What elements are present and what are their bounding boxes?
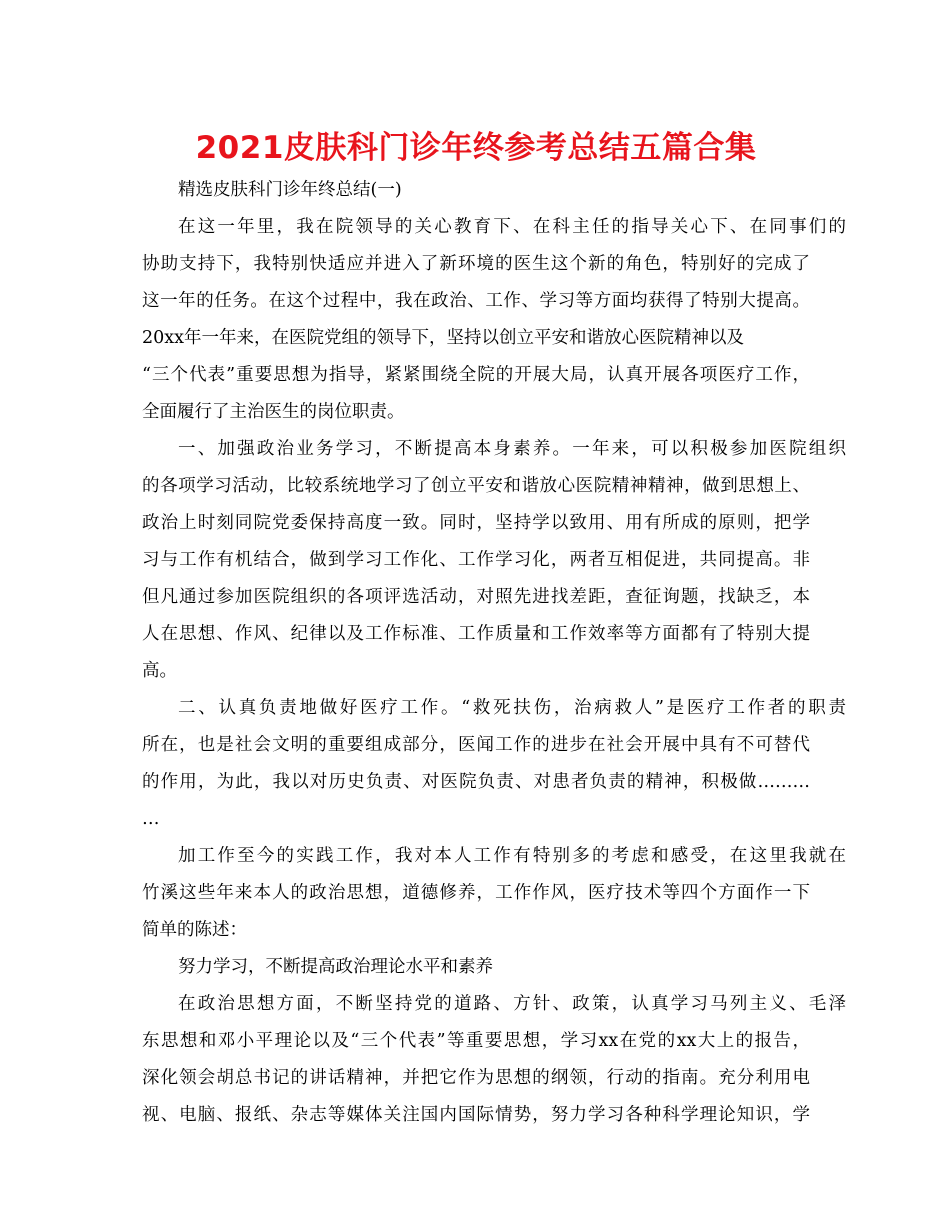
paragraph-line: 视、电脑、报纸、杂志等媒体关注国内国际情势，努力学习各种科学理论知识，学 [142, 1105, 810, 1125]
document-title: 2021皮肤科门诊年终参考总结五篇合集 [195, 130, 757, 166]
paragraph-line: 竹溪这些年来本人的政治思想，道德修养，工作作风，医疗技术等四个方面作一下 [142, 883, 810, 903]
paragraph-line: 在政治思想方面，不断坚持党的道路、方针、政策，认真学习马列主义、毛泽 [178, 994, 846, 1014]
paragraph-line: 习与工作有机结合，做到学习工作化、工作学习化，两者互相促进，共同提高。非 [142, 550, 810, 570]
paragraph-line: 东思想和邓小平理论以及“三个代表”等重要思想，学习xx在党的xx大上的报告， [142, 1031, 810, 1051]
paragraph-line: 但凡通过参加医院组织的各项评选活动，对照先进找差距，查征询题，找缺乏，本 [142, 587, 810, 607]
paragraph-line: 深化领会胡总书记的讲话精神，并把它作为思想的纲领，行动的指南。充分利用电 [142, 1068, 810, 1088]
paragraph-line: 的作用，为此，我以对历史负责、对医院负责、对患者负责的精神，积极做……… [142, 772, 810, 792]
paragraph-line: “三个代表”重要思想为指导，紧紧围绕全院的开展大局，认真开展各项医疗工作， [142, 365, 810, 385]
paragraph-line: … [142, 809, 160, 829]
paragraph-line: 20xx年一年来，在医院党组的领导下，坚持以创立平安和谐放心医院精神以及 [142, 328, 745, 348]
paragraph-line: 加工作至今的实践工作，我对本人工作有特别多的考虑和感受，在这里我就在 [178, 846, 846, 866]
section-heading-1: 精选皮肤科门诊年终总结(一) [178, 180, 402, 200]
section-heading-2: 努力学习，不断提高政治理论水平和素养 [178, 957, 493, 977]
paragraph-line: 全面履行了主治医生的岗位职责。 [142, 402, 405, 422]
paragraph-line: 高。 [142, 661, 177, 681]
paragraph-line: 人在思想、作风、纪律以及工作标准、工作质量和工作效率等方面都有了特别大提 [142, 624, 810, 644]
paragraph-line: 简单的陈述： [142, 920, 247, 940]
paragraph-line: 协助支持下，我特别快适应并进入了新环境的医生这个新的角色，特别好的完成了 [142, 254, 810, 274]
paragraph-line: 所在，也是社会文明的重要组成部分，医闻工作的进步在社会开展中具有不可替代 [142, 735, 810, 755]
paragraph-line: 在这一年里，我在院领导的关心教育下、在科主任的指导关心下、在同事们的 [178, 217, 846, 237]
paragraph-line: 二、认真负责地做好医疗工作。“救死扶伤，治病救人”是医疗工作者的职责 [178, 698, 846, 718]
document-page [142, 118, 846, 1134]
paragraph-line: 政治上时刻同院党委保持高度一致。同时，坚持学以致用、用有所成的原则，把学 [142, 513, 810, 533]
paragraph-line: 的各项学习活动，比较系统地学习了创立平安和谐放心医院精神精神，做到思想上、 [142, 476, 810, 496]
paragraph-line: 一、加强政治业务学习，不断提高本身素养。一年来，可以积极参加医院组织 [178, 439, 846, 459]
paragraph-line: 这一年的任务。在这个过程中，我在政治、工作、学习等方面均获得了特别大提高。 [142, 291, 810, 311]
